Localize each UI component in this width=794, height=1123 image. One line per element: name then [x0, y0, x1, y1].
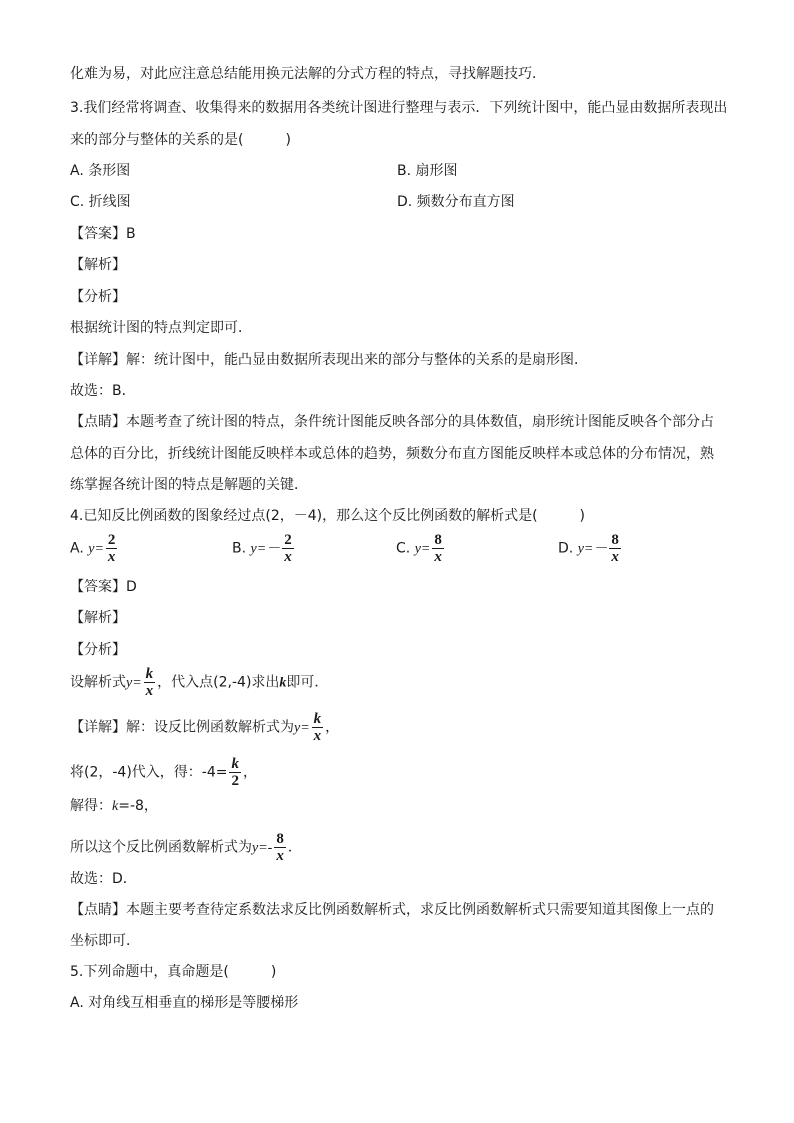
question-3-option-d: D. 频数分布直方图 [397, 194, 515, 210]
question-3-dianjing-line-3: 练掌握各统计图的特点是解题的关键． [70, 477, 308, 493]
question-3-option-a: A. 条形图 [70, 163, 131, 179]
numerator: k [231, 756, 239, 772]
intro-text: 化难为易，对此应注意总结能用换元法解的分式方程的特点，寻找解题技巧． [70, 66, 546, 82]
question-3-option-b: B. 扇形图 [397, 163, 458, 179]
question-4-dianjing-line-1: 【点睛】本题主要考查待定系数法求反比例函数解析式，求反比例函数解析式只需要知道其图像上一点的 [70, 902, 714, 918]
question-3-fenxi-heading: 【分析】 [70, 289, 126, 305]
option-label: C. [396, 540, 411, 557]
equation-lhs: y= [414, 541, 431, 557]
denominator: x [611, 549, 619, 565]
question-4-dianjing-line-2: 坐标即可． [70, 933, 140, 949]
variable: k [112, 799, 119, 814]
question-4-answer: 【答案】D [70, 579, 137, 595]
question-3-choice: 故选：B． [70, 383, 136, 399]
question-4-option-d [558, 532, 623, 565]
text: ． [287, 839, 302, 856]
numerator: 2 [284, 532, 292, 548]
question-4-solve [70, 796, 158, 817]
equation-lhs: y=- [252, 840, 273, 856]
text: 【详解】解：设反比例函数解析式为 [70, 719, 294, 736]
question-4-result [70, 831, 302, 864]
denominator: x [107, 549, 116, 565]
numerator: 8 [434, 532, 442, 548]
question-5-option-a: A. 对角线互相垂直的梯形是等腰梯形 [70, 995, 299, 1011]
question-4-detail [70, 711, 339, 744]
question-4-analysis-heading: 【解析】 [70, 610, 126, 626]
fraction [432, 532, 444, 565]
variable: k [279, 675, 287, 691]
numerator: 8 [276, 831, 284, 847]
text: 设解析式 [70, 674, 126, 691]
question-4-choice: 故选：D． [70, 871, 137, 887]
question-3-dianjing-line-1: 【点睛】本题考查了统计图的特点，条件统计图能反映各部分的具体数值，扇形统计图能反映各个部分占 [70, 414, 714, 430]
text: ， [325, 719, 340, 736]
equation-lhs: y=－ [577, 541, 608, 557]
fraction [312, 711, 324, 744]
text: 解得： [70, 798, 112, 814]
question-3-stem-line-1: 3.我们经常将调查、收集得来的数据用各类统计图进行整理与表示．下列统计图中，能凸显由数据所表现出 [70, 100, 728, 116]
numerator: k [313, 711, 322, 727]
question-3-analysis-heading: 【解析】 [70, 257, 126, 273]
numerator: 8 [611, 532, 619, 548]
text: 即可． [286, 674, 329, 691]
question-4-option-a [70, 532, 119, 565]
question-5-stem: 5.下列命题中，真命题是( ) [70, 964, 277, 980]
denominator: x [284, 549, 292, 565]
question-3-option-c: C. 折线图 [70, 194, 131, 210]
option-label: D. [558, 540, 574, 557]
text: 所以这个反比例函数解析式为 [70, 839, 252, 856]
question-3-answer: 【答案】B [70, 226, 136, 242]
equation-lhs: y= [126, 675, 142, 691]
question-4-stem: 4.已知反比例函数的图象经过点(2，－4)，那么这个反比例函数的解析式是( ) [70, 508, 586, 524]
fraction [282, 532, 294, 565]
fraction [609, 532, 621, 565]
question-4-option-c [396, 532, 446, 565]
question-4-substitution [70, 756, 257, 789]
numerator: 2 [107, 532, 116, 548]
fraction [229, 756, 241, 789]
fraction [144, 666, 156, 699]
denominator: x [313, 728, 322, 744]
equation-lhs: y= [294, 720, 310, 736]
text: ， [242, 764, 257, 781]
numerator: k [145, 666, 154, 682]
question-4-fenxi-text [70, 666, 328, 699]
option-label: A. [70, 540, 84, 557]
text: =-8， [118, 798, 158, 814]
question-4-fenxi-heading: 【分析】 [70, 642, 126, 658]
fraction [106, 532, 118, 565]
option-label: B. [232, 540, 247, 557]
denominator: x [276, 848, 284, 864]
text: ，代入点(2,-4)求出 [157, 674, 280, 691]
equation-lhs: y=－ [250, 541, 281, 557]
question-3-stem-line-2: 来的部分与整体的关系的是( ) [70, 132, 291, 148]
question-3-dianjing-line-2: 总体的百分比，折线统计图能反映样本或总体的趋势，频数分布直方图能反映样本或总体的分布情况，熟 [70, 446, 714, 462]
question-3-fenxi-text: 根据统计图的特点判定即可． [70, 320, 252, 336]
denominator: x [145, 683, 154, 699]
denominator: 2 [231, 773, 239, 789]
question-4-option-b [232, 532, 296, 565]
denominator: x [434, 549, 442, 565]
question-3-detail: 【详解】解：统计图中，能凸显由数据所表现出来的部分与整体的关系的是扇形图． [70, 352, 588, 368]
text: 将(2，-4)代入，得：-4= [70, 764, 228, 781]
equation-lhs: y= [88, 541, 104, 557]
fraction [274, 831, 286, 864]
